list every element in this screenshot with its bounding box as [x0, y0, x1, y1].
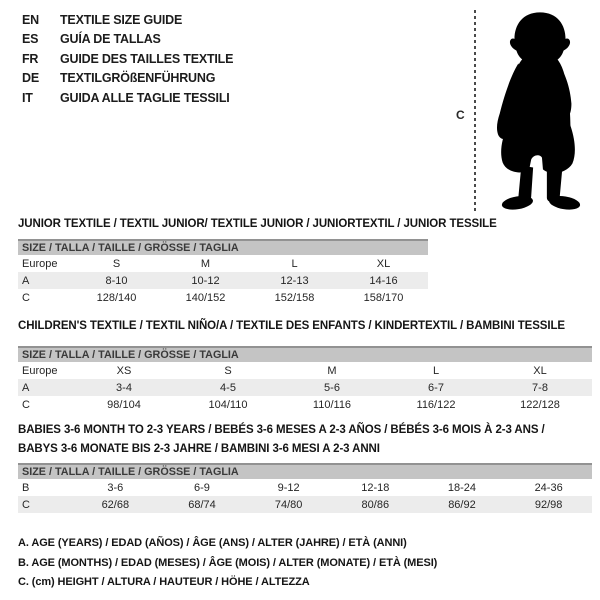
row-label: C [22, 398, 30, 411]
height-cell: 116/122 [416, 398, 456, 411]
language-title: TEXTILGRÖßENFÜHRUNG [60, 71, 216, 86]
height-cell: 98/104 [107, 398, 141, 411]
age-cell: 24-36 [534, 481, 563, 494]
age-cell: 14-16 [339, 272, 428, 289]
size-cell: XS [116, 364, 132, 377]
height-cell: 80/86 [332, 496, 419, 513]
height-cell: 62/68 [72, 496, 159, 513]
size-header-label: SIZE / TALLA / TAILLE / GRÖSSE / TAGLIA [18, 240, 428, 255]
table-row [18, 255, 428, 272]
children-table-title: CHILDREN'S TEXTILE / TEXTIL NIÑO/A / TEXTILE DES ENFANTS / KINDERTEXTIL / BAMBINI TESSILE [18, 320, 565, 332]
age-cell: 3-6 [107, 481, 124, 494]
age-cell: 3-4 [72, 379, 176, 396]
footnote-age-months: B. AGE (MONTHS) / EDAD (MESES) / ÂGE (MOIS) / ALTER (MONATE) / ETÀ (MESI) [18, 556, 438, 569]
size-header-row [18, 347, 592, 362]
height-cell: 140/152 [185, 291, 226, 304]
baby-height-figure [448, 6, 598, 218]
age-cell: 5-6 [280, 379, 384, 396]
size-header-label: SIZE / TALLA / TAILLE / GRÖSSE / TAGLIA [18, 347, 592, 362]
height-cell: 86/92 [419, 496, 506, 513]
size-cell: L [291, 257, 298, 270]
table-row [18, 479, 592, 496]
size-cell: XL [533, 364, 547, 377]
language-title: TEXTILE SIZE GUIDE [60, 13, 183, 27]
language-code: DE [22, 71, 39, 86]
height-dotted-line [474, 10, 476, 212]
language-title-list [22, 11, 233, 108]
height-cell: 158/170 [363, 291, 404, 304]
age-cell: 4-5 [176, 379, 280, 396]
junior-table-title: JUNIOR TEXTILE / TEXTIL JUNIOR/ TEXTILE JUNIOR / JUNIORTEXTIL / JUNIOR TESSILE [18, 218, 497, 230]
babies-table-title [18, 421, 598, 459]
age-cell: 8-10 [72, 272, 161, 289]
language-code: ES [22, 32, 39, 47]
legend-footnotes [18, 534, 437, 593]
age-cell: 6-7 [384, 379, 488, 396]
size-header-row [18, 240, 428, 255]
height-cell: 128/140 [96, 291, 137, 304]
babies-title-line-2: BABYS 3-6 MONATE BIS 2-3 JAHRE / BAMBINI 3-6 MESI A 2-3 ANNI [18, 443, 380, 455]
children-size-table [18, 346, 592, 413]
age-cell: 9-12 [277, 481, 300, 494]
row-label: B [22, 481, 30, 494]
age-cell: 7-8 [488, 379, 592, 396]
babies-title-line-1: BABIES 3-6 MONTH TO 2-3 YEARS / BEBÉS 3-6 MESES A 2-3 AÑOS / BÉBÉS 3-6 MOIS À 2-3 ANS / [18, 424, 545, 436]
table-row [18, 289, 428, 306]
size-header-row [18, 464, 592, 479]
language-row [22, 50, 233, 69]
height-cell: 122/128 [520, 398, 560, 411]
height-marker-label: C [456, 108, 465, 122]
table-row [18, 379, 592, 396]
row-label: A [18, 379, 72, 396]
height-cell: 152/158 [274, 291, 315, 304]
language-title: GUIDA ALLE TAGLIE TESSILI [60, 90, 230, 105]
size-header-label: SIZE / TALLA / TAILLE / GRÖSSE / TAGLIA [18, 464, 592, 479]
size-cell: XL [376, 257, 391, 270]
age-cell: 12-18 [361, 481, 390, 494]
height-cell: 110/116 [312, 398, 352, 411]
language-row [22, 69, 233, 88]
height-cell: 74/80 [245, 496, 332, 513]
table-row [18, 496, 592, 513]
table-row [18, 396, 592, 413]
row-label: Europe [22, 257, 58, 270]
size-cell: S [224, 364, 232, 377]
junior-size-table [18, 239, 428, 306]
language-code: IT [22, 90, 33, 105]
age-cell: 12-13 [250, 272, 339, 289]
age-cell: 6-9 [194, 481, 210, 494]
footnote-age-years: A. AGE (YEARS) / EDAD (AÑOS) / ÂGE (ANS) / ALTER (JAHRE) / ETÀ (ANNI) [18, 537, 407, 549]
height-cell: 68/74 [159, 496, 246, 513]
babies-size-table [18, 463, 592, 513]
size-cell: L [432, 364, 440, 377]
size-cell: M [327, 364, 337, 377]
language-code: FR [22, 51, 39, 66]
language-title: GUÍA DE TALLAS [60, 32, 161, 47]
table-row [18, 272, 428, 289]
table-row [18, 362, 592, 379]
age-cell: 10-12 [161, 272, 250, 289]
age-cell: 18-24 [447, 481, 477, 494]
size-cell: M [200, 257, 211, 270]
row-label: Europe [22, 364, 58, 377]
language-row [22, 11, 233, 30]
row-label: A [18, 272, 72, 289]
row-label: C [22, 291, 30, 304]
language-row [22, 30, 233, 49]
language-row [22, 89, 233, 108]
size-cell: S [112, 257, 121, 270]
footnote-height-cm: C. (cm) HEIGHT / ALTURA / HAUTEUR / HÖHE / ALTEZZA [18, 576, 310, 589]
height-cell: 104/110 [208, 398, 248, 411]
language-code: EN [22, 13, 39, 27]
language-title: GUIDE DES TAILLES TEXTILE [60, 51, 234, 66]
row-label: C [18, 496, 72, 513]
height-cell: 92/98 [505, 496, 592, 513]
baby-silhouette-icon [486, 8, 594, 216]
